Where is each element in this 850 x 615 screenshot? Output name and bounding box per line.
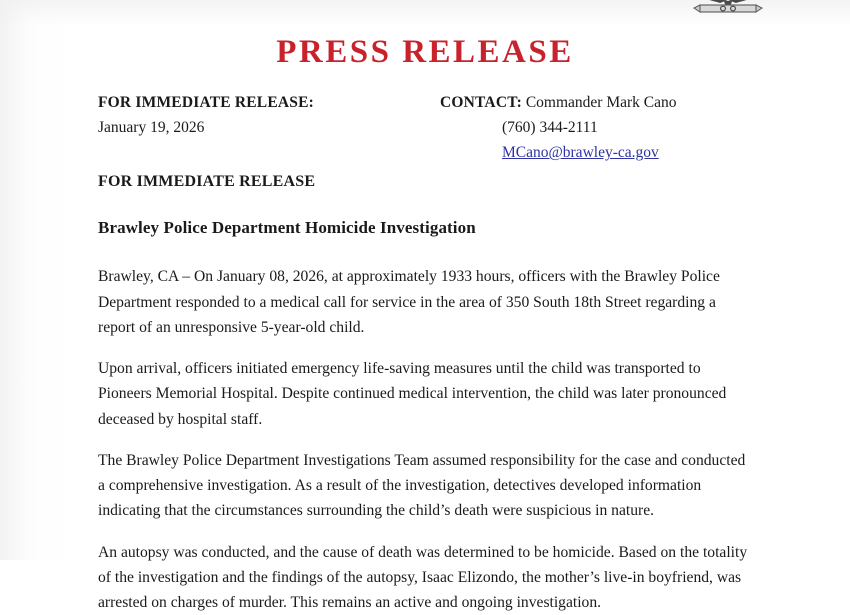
contact-name: Commander Mark Cano	[525, 94, 677, 111]
page-title: PRESS RELEASE	[276, 34, 574, 70]
contact-email-link[interactable]: MCano@brawley-ca.gov	[502, 144, 659, 162]
contact-name-line	[440, 90, 740, 115]
body-headline: Brawley Police Department Homicide Investigation	[98, 218, 476, 238]
release-block	[98, 90, 428, 140]
contact-email-line	[440, 140, 740, 165]
police-eagle-crest-icon	[690, 0, 766, 20]
release-date: January 19, 2026	[98, 119, 205, 137]
body-paragraph: Upon arrival, officers initiated emergency life-saving measures until the child was transported to Pioneers Memorial Hospital. Despite continued medical intervention, the child was later pronounced deceased by hospital staff.	[98, 360, 727, 428]
document-header	[98, 90, 740, 165]
body-paragraph: Brawley, CA – On January 08, 2026, at approximately 1933 hours, officers with the Brawley Police Department responded to a medical call for service in the area of 350 South 18th Street regarding a report of an unresponsive 5-year-old child.	[98, 268, 720, 336]
body-paragraph: An autopsy was conducted, and the cause of death was determined to be homicide. Based on the totality of the investigation and the findings of the autopsy, Isaac Elizondo, the mother’s live-in boyfriend, was arrested on charges of murder. This remains an active and ongoing investigation.	[98, 543, 748, 612]
document-body	[98, 172, 748, 615]
contact-phone: (760) 344-2111	[502, 119, 598, 137]
body-paragraph: The Brawley Police Department Investigations Team assumed responsibility for the case and conducted a comprehensive investigation. As a result of the investigation, detectives developed information indicating that the circumstances surrounding the child’s death were suspicious in nature.	[98, 451, 746, 520]
for-immediate-release-label: FOR IMMEDIATE RELEASE:	[98, 94, 314, 111]
contact-label: CONTACT:	[440, 94, 522, 111]
body-release-heading: FOR IMMEDIATE RELEASE	[98, 173, 316, 190]
contact-block	[440, 90, 740, 165]
